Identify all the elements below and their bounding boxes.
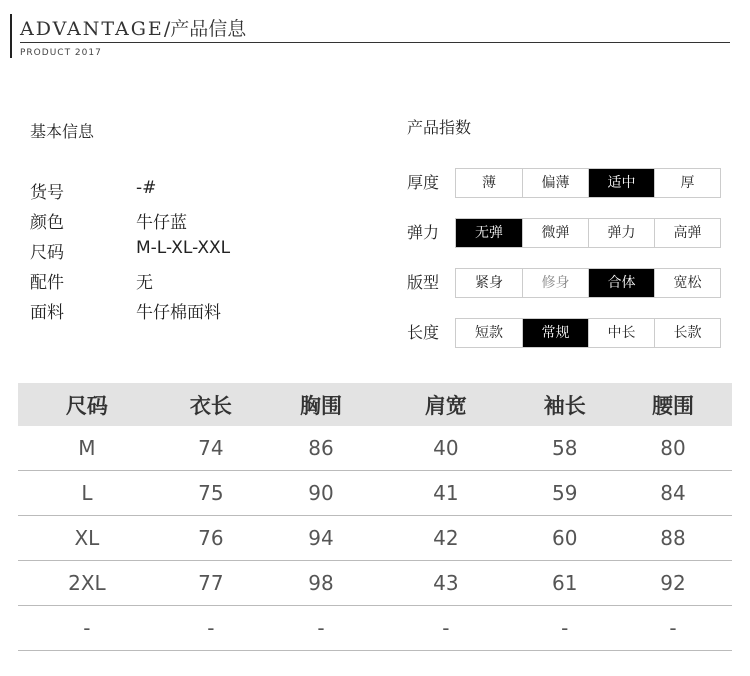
table-row — [18, 426, 732, 471]
index-option: 偏薄 — [522, 169, 588, 197]
index-options — [455, 168, 721, 198]
basic-value: 牛仔蓝 — [136, 213, 187, 233]
index-option-selected: 合体 — [588, 269, 654, 297]
basic-value: -# — [136, 178, 157, 198]
title-cn: /产品信息 — [163, 18, 247, 40]
table-cell: - — [516, 606, 614, 651]
index-label: 弹力 — [407, 223, 440, 242]
size-chart-table — [18, 383, 732, 651]
column-header: 腰围 — [614, 383, 732, 426]
table-cell: - — [156, 606, 266, 651]
table-cell: 59 — [516, 471, 614, 516]
header-divider — [20, 42, 730, 43]
product-index-title: 产品指数 — [407, 118, 472, 137]
index-options — [455, 268, 721, 298]
table-cell: 77 — [156, 561, 266, 606]
index-option: 长款 — [654, 319, 720, 347]
index-option: 薄 — [456, 169, 522, 197]
basic-label: 尺码 — [30, 243, 64, 263]
basic-row-accessory — [30, 268, 153, 293]
table-cell: 43 — [376, 561, 515, 606]
header-accent-bar — [10, 14, 12, 58]
column-header: 肩宽 — [376, 383, 515, 426]
basic-value: 无 — [136, 273, 153, 293]
table-cell: 94 — [266, 516, 376, 561]
basic-row-size — [30, 238, 231, 263]
basic-info-title: 基本信息 — [30, 122, 95, 141]
table-cell: - — [18, 606, 156, 651]
table-cell: 60 — [516, 516, 614, 561]
table-cell: 58 — [516, 426, 614, 471]
table-cell: 84 — [614, 471, 732, 516]
table-cell: XL — [18, 516, 156, 561]
table-cell: 74 — [156, 426, 266, 471]
table-cell: 88 — [614, 516, 732, 561]
basic-row-fabric — [30, 298, 221, 323]
table-cell: 2XL — [18, 561, 156, 606]
index-options — [455, 218, 721, 248]
basic-value: 牛仔棉面料 — [136, 303, 221, 323]
index-option: 高弹 — [654, 219, 720, 247]
index-option-selected: 适中 — [588, 169, 654, 197]
index-option: 紧身 — [456, 269, 522, 297]
column-header: 尺码 — [18, 383, 156, 426]
table-cell: - — [376, 606, 515, 651]
table-cell: 80 — [614, 426, 732, 471]
basic-label: 颜色 — [30, 213, 64, 233]
index-option: 厚 — [654, 169, 720, 197]
table-cell: 40 — [376, 426, 515, 471]
column-header: 袖长 — [516, 383, 614, 426]
basic-row-color — [30, 208, 187, 233]
page-title — [20, 14, 246, 41]
basic-value: M-L-XL-XXL — [136, 238, 231, 258]
index-option: 中长 — [588, 319, 654, 347]
basic-label: 配件 — [30, 273, 64, 293]
page-subtitle: PRODUCT 2017 — [20, 48, 102, 58]
index-option: 短款 — [456, 319, 522, 347]
index-label: 版型 — [407, 273, 440, 292]
table-cell: - — [614, 606, 732, 651]
index-option: 宽松 — [654, 269, 720, 297]
table-cell: 98 — [266, 561, 376, 606]
table-cell: 61 — [516, 561, 614, 606]
title-en: ADVANTAGE — [20, 18, 164, 40]
column-header: 胸围 — [266, 383, 376, 426]
index-option: 修身 — [522, 269, 588, 297]
index-option-selected: 常规 — [522, 319, 588, 347]
table-row — [18, 471, 732, 516]
column-header: 衣长 — [156, 383, 266, 426]
table-row — [18, 606, 732, 651]
table-cell: 90 — [266, 471, 376, 516]
table-cell: 76 — [156, 516, 266, 561]
index-option: 微弹 — [522, 219, 588, 247]
table-cell: M — [18, 426, 156, 471]
table-cell: L — [18, 471, 156, 516]
index-option-selected: 无弹 — [456, 219, 522, 247]
index-options — [455, 318, 721, 348]
index-label: 长度 — [407, 323, 440, 342]
index-label: 厚度 — [407, 173, 440, 192]
table-cell: 42 — [376, 516, 515, 561]
basic-label: 货号 — [30, 183, 64, 203]
table-row — [18, 516, 732, 561]
table-cell: 41 — [376, 471, 515, 516]
table-cell: 86 — [266, 426, 376, 471]
table-cell: 92 — [614, 561, 732, 606]
basic-row-item-number — [30, 178, 157, 203]
table-cell: 75 — [156, 471, 266, 516]
basic-label: 面料 — [30, 303, 64, 323]
index-option: 弹力 — [588, 219, 654, 247]
table-header-row — [18, 383, 732, 426]
table-cell: - — [266, 606, 376, 651]
table-row — [18, 561, 732, 606]
